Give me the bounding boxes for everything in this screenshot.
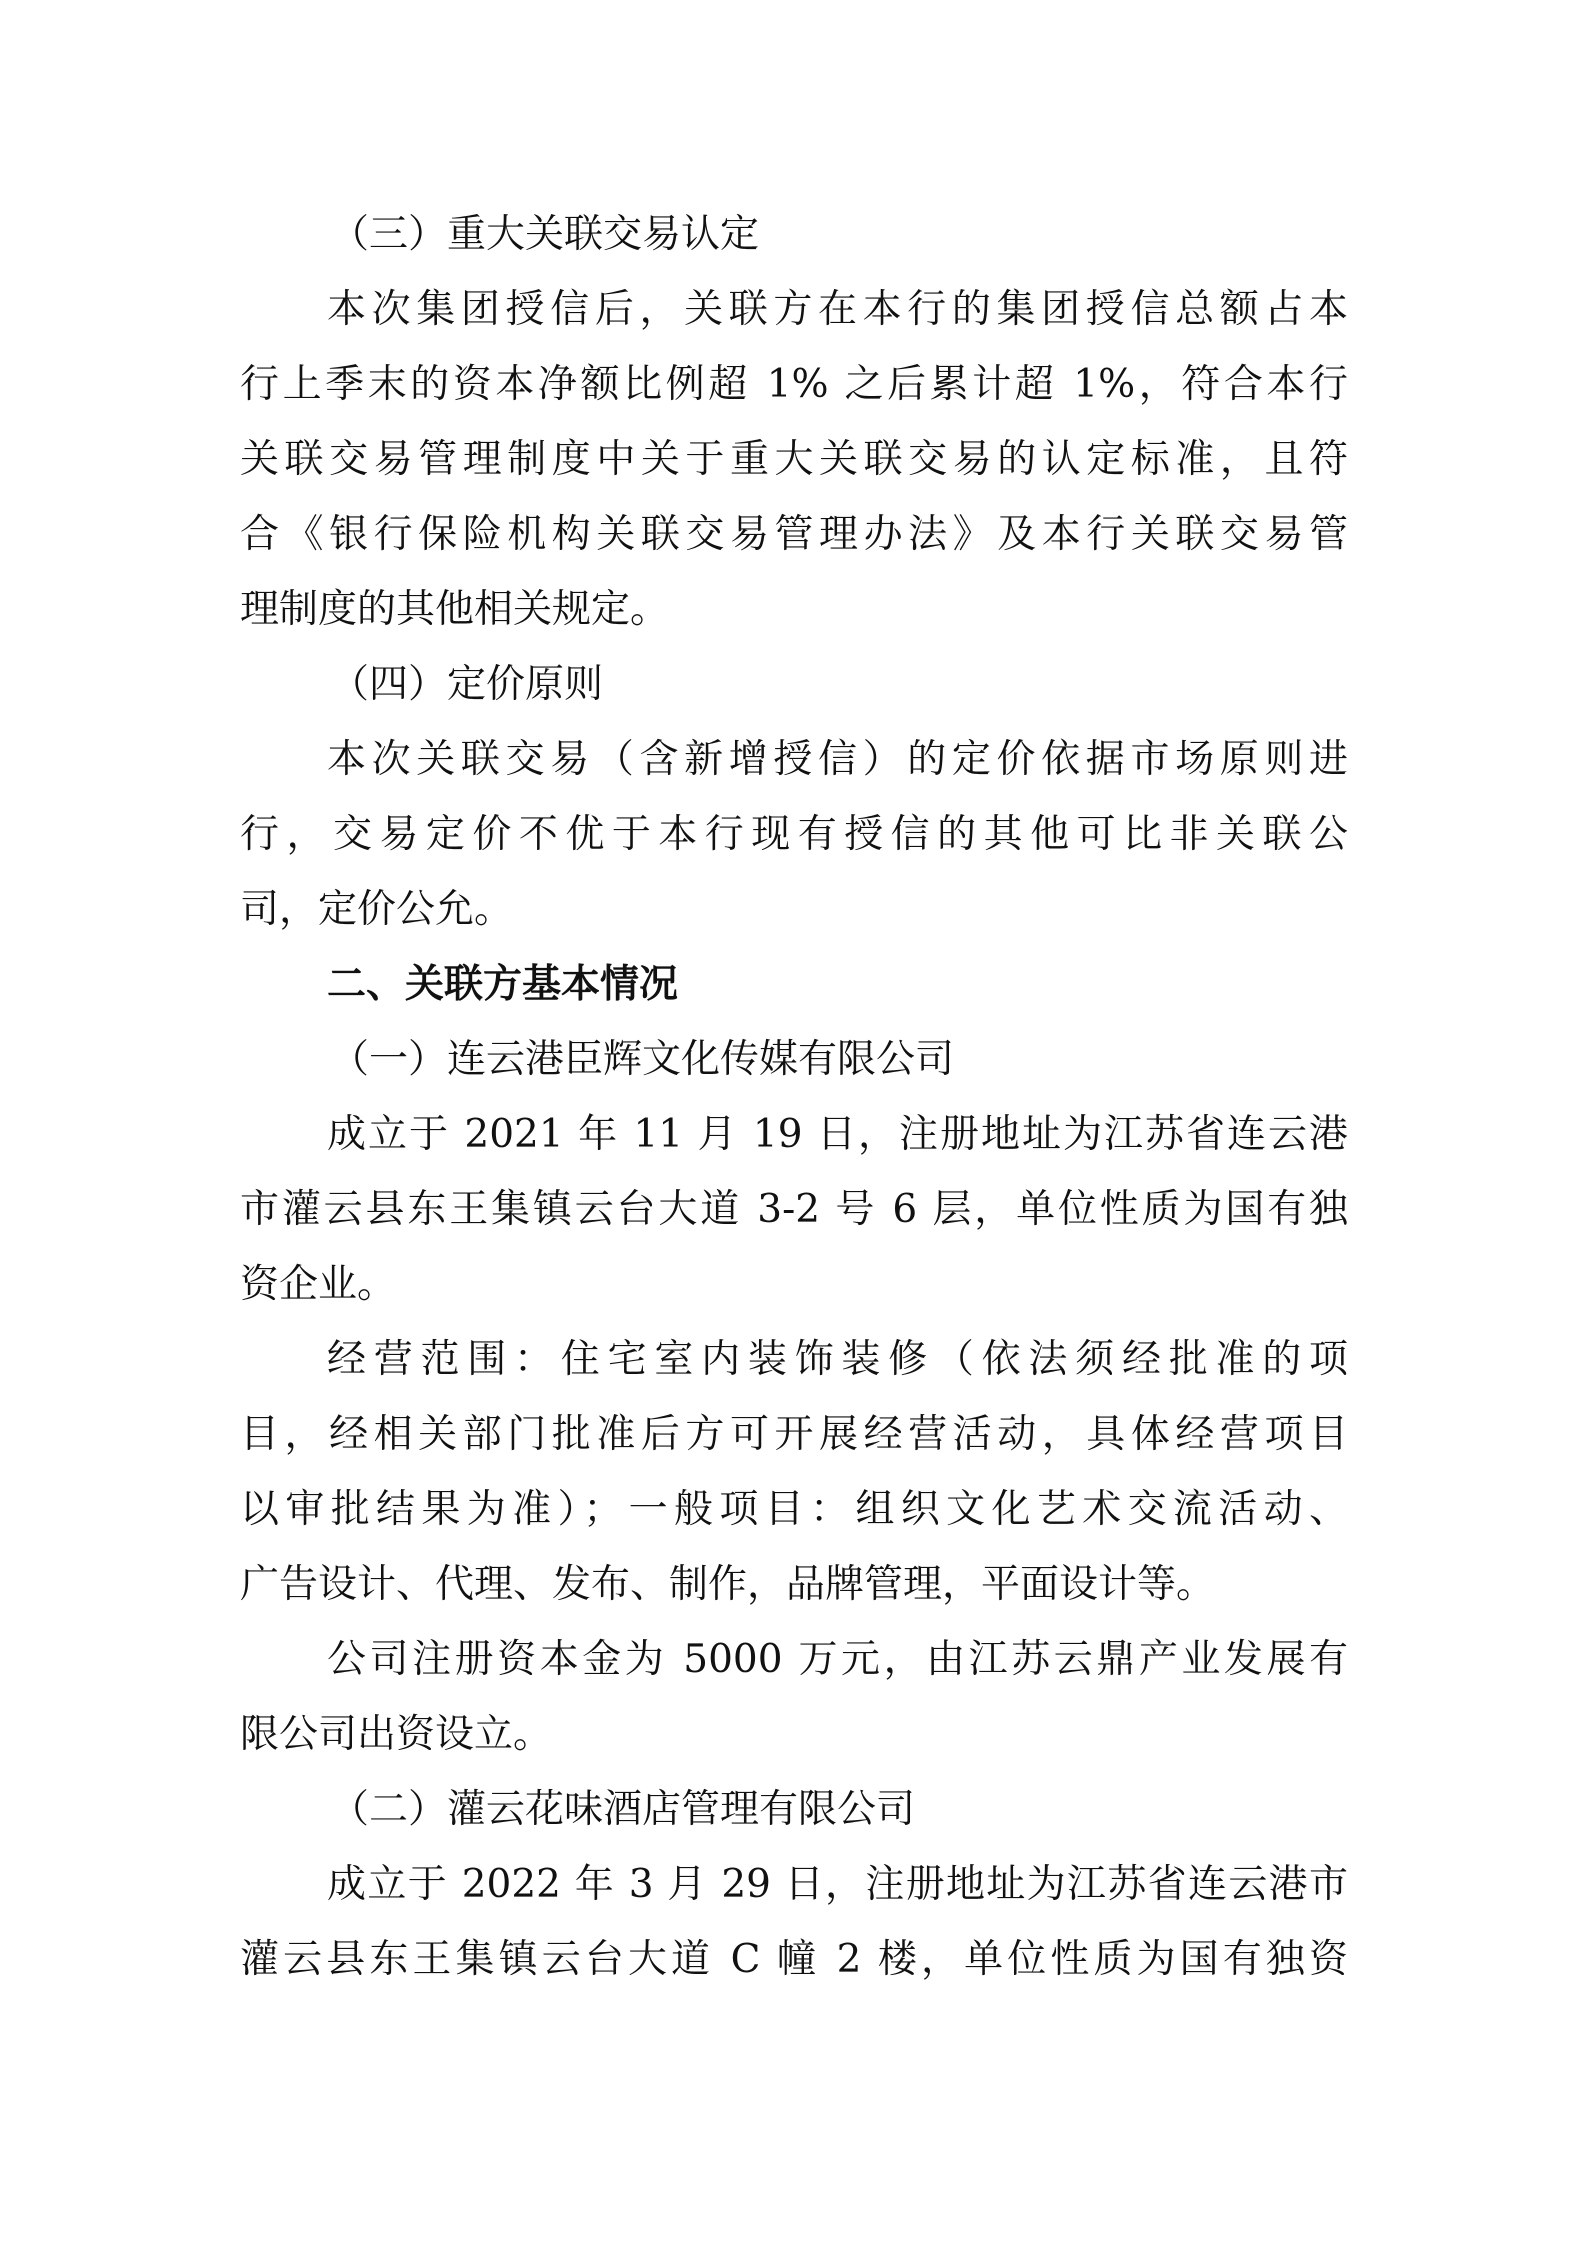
paragraph-line: 广告设计、代理、发布、制作，品牌管理，平面设计等。 xyxy=(240,1562,1216,1607)
subheading-company-2: （二）灌云花味酒店管理有限公司 xyxy=(330,1787,916,1832)
paragraph-line: 司，定价公允。 xyxy=(240,887,514,932)
paragraph-line: 行上季末的资本净额比例超 1% 之后累计超 1%，符合本行 xyxy=(240,362,1348,407)
subheading-pricing-principle: （四）定价原则 xyxy=(330,662,604,707)
paragraph-line: 成立于 2021 年 11 月 19 日，注册地址为江苏省连云港 xyxy=(327,1112,1348,1157)
paragraph-line: 市灌云县东王集镇云台大道 3-2 号 6 层，单位性质为国有独 xyxy=(240,1187,1348,1232)
paragraph-line: 理制度的其他相关规定。 xyxy=(240,587,670,632)
paragraph-line: 行，交易定价不优于本行现有授信的其他可比非关联公 xyxy=(240,812,1348,857)
paragraph-line: 成立于 2022 年 3 月 29 日，注册地址为江苏省连云港市 xyxy=(327,1862,1348,1907)
subheading-major-transaction: （三）重大关联交易认定 xyxy=(330,212,760,257)
paragraph-line: 本次集团授信后，关联方在本行的集团授信总额占本 xyxy=(327,287,1348,332)
section-heading-related-party: 二、关联方基本情况 xyxy=(327,962,679,1007)
paragraph-line: 公司注册资本金为 5000 万元，由江苏云鼎产业发展有 xyxy=(327,1637,1348,1682)
subheading-company-1: （一）连云港臣辉文化传媒有限公司 xyxy=(330,1037,955,1082)
paragraph-line: 目，经相关部门批准后方可开展经营活动，具体经营项目 xyxy=(240,1412,1348,1457)
paragraph-line: 限公司出资设立。 xyxy=(240,1712,553,1757)
paragraph-line: 本次关联交易（含新增授信）的定价依据市场原则进 xyxy=(327,737,1348,782)
paragraph-line: 以审批结果为准）；一般项目：组织文化艺术交流活动、 xyxy=(240,1487,1348,1532)
paragraph-line: 经营范围：住宅室内装饰装修（依法须经批准的项 xyxy=(327,1337,1348,1382)
paragraph-line: 灌云县东王集镇云台大道 C 幢 2 楼，单位性质为国有独资 xyxy=(240,1937,1348,1982)
paragraph-line: 关联交易管理制度中关于重大关联交易的认定标准，且符 xyxy=(240,437,1348,482)
paragraph-line: 合《银行保险机构关联交易管理办法》及本行关联交易管 xyxy=(240,512,1348,557)
paragraph-line: 资企业。 xyxy=(240,1262,397,1307)
